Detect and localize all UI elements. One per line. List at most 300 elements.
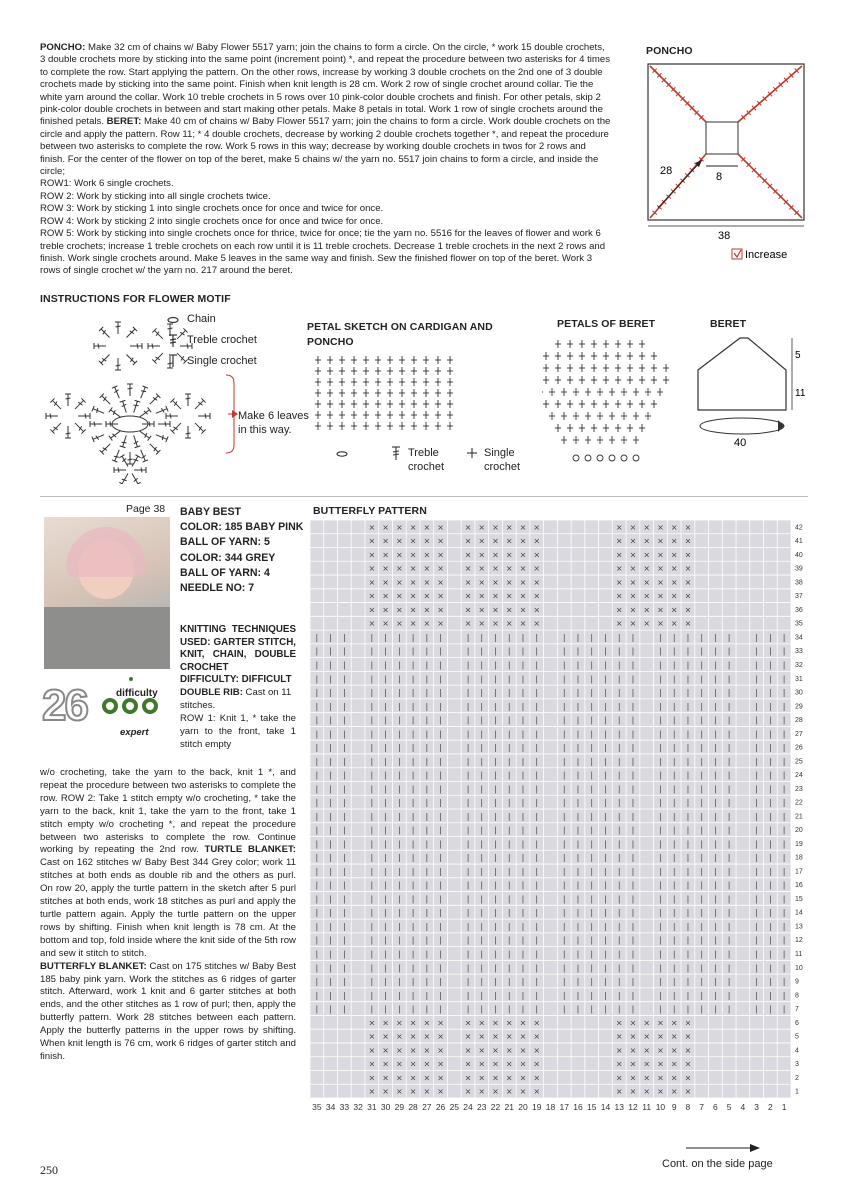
- svg-text:|: |: [425, 688, 429, 698]
- svg-text:×: ×: [492, 619, 499, 629]
- beret-dim-11: 11: [795, 388, 806, 399]
- leaves-bracket: [220, 373, 238, 455]
- svg-text:|: |: [714, 770, 717, 780]
- col-label: 32: [353, 1102, 363, 1112]
- svg-text:×: ×: [643, 619, 651, 629]
- svg-text:×: ×: [368, 1087, 376, 1097]
- svg-text:|: |: [425, 977, 429, 987]
- svg-text:|: |: [370, 921, 374, 931]
- svg-text:|: |: [782, 784, 786, 794]
- svg-text:×: ×: [409, 1045, 417, 1055]
- svg-text:×: ×: [519, 550, 527, 560]
- svg-text:|: |: [617, 866, 621, 876]
- svg-text:|: |: [480, 798, 484, 808]
- svg-text:|: |: [590, 715, 594, 725]
- svg-text:|: |: [576, 908, 580, 918]
- svg-text:|: |: [576, 674, 580, 684]
- svg-text:×: ×: [395, 1073, 403, 1083]
- svg-text:×: ×: [368, 1059, 376, 1069]
- baby-photo: [44, 517, 170, 669]
- svg-text:|: |: [439, 908, 442, 918]
- svg-text:|: |: [411, 935, 415, 945]
- svg-text:|: |: [714, 715, 717, 725]
- svg-text:×: ×: [382, 1087, 389, 1097]
- svg-text:|: |: [576, 1004, 580, 1014]
- svg-text:|: |: [700, 674, 704, 684]
- svg-text:|: |: [521, 743, 525, 753]
- svg-text:|: |: [329, 646, 332, 656]
- svg-text:|: |: [659, 1004, 662, 1014]
- svg-text:|: |: [494, 784, 497, 794]
- svg-text:|: |: [631, 977, 635, 987]
- svg-text:|: |: [755, 825, 758, 835]
- svg-text:×: ×: [657, 1045, 664, 1055]
- svg-text:|: |: [769, 908, 772, 918]
- svg-text:|: |: [329, 743, 332, 753]
- svg-text:|: |: [507, 963, 511, 973]
- row-label: 33: [795, 648, 803, 656]
- svg-text:|: |: [425, 908, 429, 918]
- col-label: 15: [586, 1102, 597, 1112]
- svg-text:|: |: [576, 839, 580, 849]
- svg-text:×: ×: [437, 1059, 444, 1069]
- svg-text:|: |: [755, 688, 758, 698]
- svg-text:|: |: [562, 632, 566, 642]
- svg-text:|: |: [494, 894, 497, 904]
- svg-text:×: ×: [395, 577, 403, 587]
- svg-text:|: |: [315, 949, 319, 959]
- svg-text:×: ×: [684, 1032, 692, 1042]
- svg-text:×: ×: [409, 1073, 417, 1083]
- svg-text:×: ×: [368, 536, 376, 546]
- legend-chain-label: Chain: [187, 313, 216, 325]
- svg-text:|: |: [466, 935, 470, 945]
- svg-text:×: ×: [368, 577, 376, 587]
- svg-text:|: |: [535, 839, 539, 849]
- baby-best-instructions: [40, 767, 296, 1064]
- svg-text:|: |: [700, 825, 704, 835]
- svg-text:|: |: [700, 756, 704, 766]
- svg-text:|: |: [384, 646, 387, 656]
- svg-text:|: |: [576, 632, 580, 642]
- svg-text:|: |: [700, 770, 704, 780]
- svg-text:×: ×: [643, 577, 651, 587]
- svg-text:|: |: [659, 853, 662, 863]
- svg-text:|: |: [439, 949, 442, 959]
- svg-text:×: ×: [670, 1032, 678, 1042]
- svg-text:×: ×: [492, 522, 499, 532]
- svg-text:|: |: [315, 632, 319, 642]
- svg-text:|: |: [576, 853, 580, 863]
- svg-text:×: ×: [670, 1087, 678, 1097]
- svg-text:×: ×: [629, 1032, 637, 1042]
- svg-text:|: |: [659, 660, 662, 670]
- svg-text:×: ×: [615, 522, 623, 532]
- svg-text:|: |: [659, 811, 662, 821]
- svg-text:|: |: [631, 770, 635, 780]
- svg-text:×: ×: [615, 1018, 623, 1028]
- svg-text:×: ×: [464, 1018, 472, 1028]
- svg-text:|: |: [425, 1004, 429, 1014]
- svg-text:|: |: [727, 921, 731, 931]
- svg-text:|: |: [370, 743, 374, 753]
- svg-text:×: ×: [423, 1018, 431, 1028]
- svg-text:|: |: [343, 715, 346, 725]
- svg-text:|: |: [411, 674, 415, 684]
- svg-text:|: |: [329, 825, 332, 835]
- svg-text:×: ×: [657, 1018, 664, 1028]
- svg-text:|: |: [727, 646, 731, 656]
- svg-text:|: |: [343, 701, 346, 711]
- svg-text:|: |: [659, 908, 662, 918]
- svg-text:|: |: [769, 963, 772, 973]
- svg-text:|: |: [397, 880, 401, 890]
- svg-text:|: |: [631, 921, 635, 931]
- svg-text:|: |: [686, 715, 690, 725]
- svg-text:|: |: [617, 990, 621, 1000]
- row-label: 42: [795, 524, 803, 532]
- svg-text:|: |: [659, 784, 662, 794]
- svg-text:|: |: [480, 825, 484, 835]
- svg-text:|: |: [604, 880, 607, 890]
- svg-text:|: |: [782, 743, 786, 753]
- svg-text:×: ×: [519, 577, 527, 587]
- svg-text:|: |: [425, 990, 429, 1000]
- svg-text:|: |: [494, 660, 497, 670]
- svg-text:|: |: [604, 701, 607, 711]
- svg-text:|: |: [425, 632, 429, 642]
- svg-text:×: ×: [533, 1045, 541, 1055]
- svg-text:×: ×: [395, 1087, 403, 1097]
- svg-text:|: |: [397, 660, 401, 670]
- svg-text:|: |: [411, 880, 415, 890]
- svg-text:|: |: [672, 921, 676, 931]
- row-label: 12: [795, 937, 803, 945]
- svg-text:×: ×: [423, 1045, 431, 1055]
- svg-text:|: |: [659, 756, 662, 766]
- svg-text:×: ×: [657, 550, 664, 560]
- svg-text:|: |: [576, 701, 580, 711]
- svg-text:×: ×: [423, 1087, 431, 1097]
- petal-sketch-title-line2: PONCHO: [307, 336, 354, 348]
- svg-text:|: |: [769, 784, 772, 794]
- svg-text:×: ×: [519, 605, 527, 615]
- svg-text:|: |: [370, 853, 374, 863]
- col-label: 21: [504, 1102, 515, 1112]
- svg-text:×: ×: [684, 1018, 692, 1028]
- svg-text:|: |: [370, 880, 374, 890]
- svg-text:|: |: [727, 935, 731, 945]
- svg-text:|: |: [686, 853, 690, 863]
- svg-text:|: |: [411, 646, 415, 656]
- svg-text:|: |: [535, 908, 539, 918]
- difficulty-dot-2: [124, 700, 136, 712]
- svg-text:×: ×: [382, 619, 389, 629]
- difficulty-line: DIFFICULTY: DIFFICULT: [180, 674, 292, 686]
- svg-text:|: |: [631, 688, 635, 698]
- svg-text:|: |: [755, 660, 758, 670]
- svg-text:×: ×: [409, 577, 417, 587]
- svg-text:|: |: [727, 908, 731, 918]
- svg-text:|: |: [343, 798, 346, 808]
- svg-text:|: |: [439, 921, 442, 931]
- svg-text:|: |: [397, 674, 401, 684]
- difficulty-dot-3: [144, 700, 156, 712]
- svg-text:|: |: [562, 880, 566, 890]
- difficulty-label: difficulty: [116, 688, 158, 699]
- svg-text:×: ×: [368, 522, 376, 532]
- svg-text:|: |: [727, 963, 731, 973]
- svg-text:|: |: [755, 632, 758, 642]
- row-label: 4: [795, 1047, 799, 1055]
- svg-text:×: ×: [409, 1032, 417, 1042]
- svg-text:×: ×: [492, 1087, 499, 1097]
- petal-single-icon: [467, 448, 477, 458]
- svg-text:|: |: [384, 880, 387, 890]
- svg-text:×: ×: [395, 619, 403, 629]
- svg-text:×: ×: [464, 1045, 472, 1055]
- svg-text:|: |: [343, 935, 346, 945]
- row-label: 19: [795, 840, 803, 848]
- continue-arrow-icon: [686, 1142, 760, 1154]
- svg-text:|: |: [329, 866, 332, 876]
- svg-text:|: |: [329, 990, 332, 1000]
- svg-text:|: |: [521, 756, 525, 766]
- svg-text:|: |: [727, 674, 731, 684]
- svg-text:|: |: [507, 688, 511, 698]
- svg-text:|: |: [384, 977, 387, 987]
- difficulty-dot-1: [104, 700, 116, 712]
- svg-text:|: |: [672, 770, 676, 780]
- svg-text:|: |: [397, 701, 401, 711]
- svg-text:|: |: [672, 756, 676, 766]
- difficulty-level: expert: [120, 727, 149, 738]
- svg-text:|: |: [769, 811, 772, 821]
- row-label: 40: [795, 551, 803, 559]
- svg-text:|: |: [782, 839, 786, 849]
- svg-text:×: ×: [478, 564, 486, 574]
- svg-text:×: ×: [395, 550, 403, 560]
- svg-text:|: |: [466, 770, 470, 780]
- svg-text:|: |: [370, 770, 374, 780]
- svg-text:×: ×: [368, 564, 376, 574]
- svg-text:|: |: [782, 990, 786, 1000]
- svg-text:|: |: [494, 688, 497, 698]
- svg-text:×: ×: [670, 591, 678, 601]
- svg-text:|: |: [535, 1004, 539, 1014]
- svg-text:×: ×: [505, 550, 513, 560]
- svg-text:×: ×: [684, 536, 692, 546]
- svg-text:|: |: [769, 701, 772, 711]
- row-label: 21: [795, 813, 803, 821]
- svg-text:|: |: [507, 701, 511, 711]
- svg-text:|: |: [714, 880, 717, 890]
- svg-text:|: |: [521, 770, 525, 780]
- svg-text:×: ×: [670, 522, 678, 532]
- svg-text:|: |: [370, 784, 374, 794]
- svg-text:×: ×: [670, 536, 678, 546]
- svg-text:|: |: [700, 949, 704, 959]
- svg-text:|: |: [315, 770, 319, 780]
- svg-text:|: |: [397, 949, 401, 959]
- col-label: 33: [339, 1102, 350, 1112]
- row-label: 37: [795, 593, 803, 601]
- svg-text:|: |: [397, 632, 401, 642]
- svg-text:|: |: [329, 784, 332, 794]
- svg-text:|: |: [329, 894, 332, 904]
- svg-text:×: ×: [368, 1073, 376, 1083]
- svg-text:|: |: [521, 977, 525, 987]
- svg-text:|: |: [411, 756, 415, 766]
- svg-text:|: |: [315, 825, 319, 835]
- svg-text:|: |: [604, 743, 607, 753]
- svg-text:|: |: [617, 1004, 621, 1014]
- svg-text:|: |: [535, 866, 539, 876]
- svg-text:|: |: [686, 756, 690, 766]
- col-label: 31: [367, 1102, 377, 1112]
- svg-text:|: |: [507, 743, 511, 753]
- svg-text:|: |: [782, 894, 786, 904]
- svg-text:|: |: [782, 949, 786, 959]
- svg-text:|: |: [411, 811, 415, 821]
- svg-text:|: |: [507, 660, 511, 670]
- petal-treble-icon: [392, 447, 400, 460]
- svg-text:×: ×: [519, 1073, 527, 1083]
- svg-text:|: |: [384, 798, 387, 808]
- svg-text:|: |: [782, 715, 786, 725]
- svg-text:|: |: [782, 632, 786, 642]
- svg-text:|: |: [700, 921, 704, 931]
- svg-text:×: ×: [478, 522, 486, 532]
- svg-text:|: |: [631, 990, 635, 1000]
- svg-text:|: |: [535, 921, 539, 931]
- svg-text:|: |: [562, 908, 566, 918]
- svg-text:|: |: [782, 798, 786, 808]
- svg-text:|: |: [425, 811, 429, 821]
- svg-text:|: |: [384, 935, 387, 945]
- svg-text:×: ×: [492, 1059, 499, 1069]
- svg-text:|: |: [397, 770, 401, 780]
- svg-text:|: |: [329, 674, 332, 684]
- butterfly-label: BUTTERFLY BLANKET:: [40, 960, 147, 972]
- svg-text:|: |: [384, 660, 387, 670]
- svg-text:|: |: [631, 908, 635, 918]
- svg-text:|: |: [535, 715, 539, 725]
- svg-text:|: |: [590, 908, 594, 918]
- svg-text:|: |: [727, 729, 731, 739]
- svg-text:|: |: [700, 715, 704, 725]
- svg-text:×: ×: [423, 564, 431, 574]
- row-label: 32: [795, 662, 803, 669]
- svg-text:|: |: [315, 688, 319, 698]
- svg-text:×: ×: [533, 1073, 541, 1083]
- svg-text:×: ×: [657, 536, 664, 546]
- svg-text:|: |: [562, 811, 566, 821]
- svg-text:|: |: [617, 701, 621, 711]
- svg-text:|: |: [714, 853, 717, 863]
- svg-text:|: |: [507, 908, 511, 918]
- svg-text:|: |: [672, 674, 676, 684]
- svg-text:×: ×: [505, 1073, 513, 1083]
- petal-legend-treble-1: Treble: [408, 447, 439, 459]
- svg-text:|: |: [425, 894, 429, 904]
- svg-text:×: ×: [423, 605, 431, 615]
- svg-text:|: |: [782, 1004, 786, 1014]
- svg-text:|: |: [315, 660, 319, 670]
- svg-text:|: |: [755, 756, 758, 766]
- svg-text:|: |: [494, 935, 497, 945]
- svg-text:|: |: [617, 811, 621, 821]
- svg-text:|: |: [384, 743, 387, 753]
- poncho-dim-8: 8: [716, 171, 723, 183]
- svg-text:×: ×: [478, 536, 486, 546]
- row-label: 1: [795, 1088, 799, 1096]
- svg-text:|: |: [384, 908, 387, 918]
- svg-text:|: |: [727, 688, 731, 698]
- row-4-text: ROW 4: Work by sticking 2 into single crochets once for once and twice for once.: [40, 215, 384, 227]
- svg-text:|: |: [466, 715, 470, 725]
- svg-text:×: ×: [533, 1018, 541, 1028]
- svg-text:×: ×: [684, 1073, 692, 1083]
- svg-text:|: |: [755, 839, 758, 849]
- svg-text:|: |: [590, 921, 594, 931]
- svg-text:|: |: [562, 688, 566, 698]
- svg-text:|: |: [672, 866, 676, 876]
- svg-text:×: ×: [519, 1087, 527, 1097]
- svg-text:×: ×: [464, 1032, 472, 1042]
- svg-text:|: |: [480, 894, 484, 904]
- svg-text:|: |: [700, 908, 704, 918]
- techniques: KNITTING TECHNIQUES USED: GARTER STITCH, KNIT, CHAIN, DOUBLE CROCHET: [180, 624, 296, 673]
- row-label: 41: [795, 538, 803, 546]
- page-number: 250: [40, 1163, 58, 1177]
- svg-text:|: |: [659, 743, 662, 753]
- svg-text:|: |: [672, 701, 676, 711]
- svg-text:|: |: [686, 674, 690, 684]
- svg-text:|: |: [576, 688, 580, 698]
- svg-text:|: |: [700, 1004, 704, 1014]
- svg-text:|: |: [604, 977, 607, 987]
- svg-text:|: |: [631, 963, 635, 973]
- svg-text:×: ×: [643, 522, 651, 532]
- svg-text:×: ×: [492, 605, 499, 615]
- col-label: 9: [671, 1102, 677, 1112]
- svg-text:|: |: [494, 646, 497, 656]
- svg-text:|: |: [521, 825, 525, 835]
- petal-legend-treble: [408, 446, 444, 474]
- svg-text:|: |: [769, 1004, 772, 1014]
- color-2: COLOR: 344 GREY: [180, 551, 276, 564]
- svg-text:|: |: [397, 1004, 401, 1014]
- svg-text:|: |: [631, 935, 635, 945]
- row-label: 13: [795, 923, 803, 931]
- difficulty-rating: [100, 676, 162, 716]
- svg-text:|: |: [411, 825, 415, 835]
- svg-text:|: |: [769, 977, 772, 987]
- svg-text:|: |: [727, 853, 731, 863]
- svg-text:×: ×: [519, 1045, 527, 1055]
- svg-text:×: ×: [492, 564, 499, 574]
- svg-text:|: |: [315, 715, 319, 725]
- svg-text:×: ×: [382, 536, 389, 546]
- svg-text:|: |: [755, 921, 758, 931]
- svg-text:×: ×: [533, 522, 541, 532]
- row-label: 16: [795, 882, 803, 890]
- svg-text:×: ×: [382, 1073, 389, 1083]
- svg-text:|: |: [631, 839, 635, 849]
- svg-text:|: |: [727, 743, 731, 753]
- svg-text:|: |: [714, 811, 717, 821]
